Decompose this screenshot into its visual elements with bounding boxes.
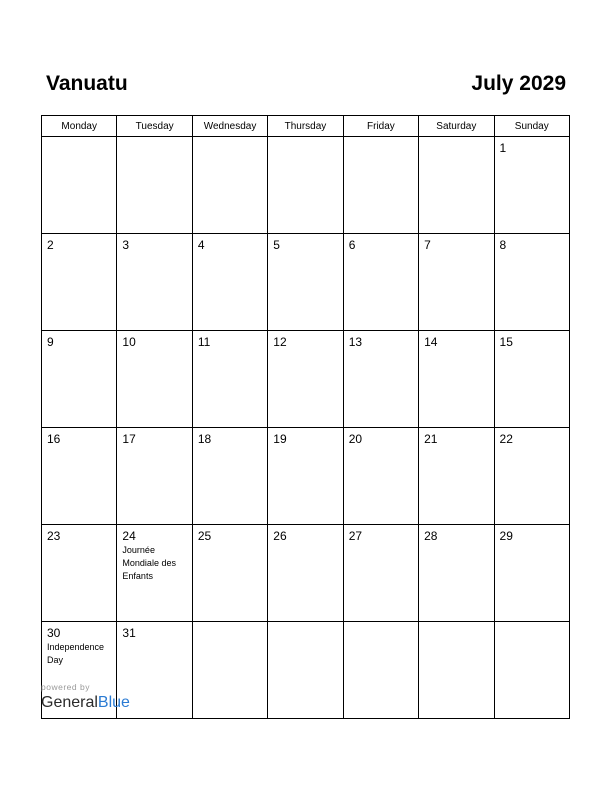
week-row: [42, 137, 570, 234]
weekday-header-row: [42, 116, 570, 137]
brand-logo-general: General: [41, 694, 98, 711]
week-row: [42, 331, 570, 428]
day-cell: [494, 137, 569, 234]
day-number: 11: [197, 335, 211, 349]
empty-day-cell: [343, 622, 418, 719]
day-cell: [343, 428, 418, 525]
day-cell: [419, 331, 494, 428]
month-title: July 2029: [471, 72, 566, 95]
brand-logo[interactable]: [41, 694, 130, 712]
day-cell: [42, 234, 117, 331]
empty-day-cell: [494, 622, 569, 719]
week-row: [42, 428, 570, 525]
day-cell: [419, 525, 494, 622]
day-cell: [268, 525, 343, 622]
day-number: 17: [122, 432, 136, 446]
day-number: 27: [348, 529, 363, 543]
day-cell: [42, 331, 117, 428]
day-number: 7: [424, 238, 431, 252]
day-cell: [192, 234, 267, 331]
day-cell: [192, 428, 267, 525]
day-number: 5: [273, 238, 280, 252]
day-cell: [42, 428, 117, 525]
day-cell: [117, 331, 192, 428]
brand-logo-blue: Blue: [97, 694, 130, 711]
weekday-tuesday: Tuesday: [117, 116, 192, 137]
day-number: 31: [122, 626, 136, 640]
day-number: 13: [348, 335, 363, 349]
day-cell: [192, 331, 267, 428]
calendar-grid: [41, 115, 570, 719]
empty-day-cell: [419, 137, 494, 234]
weekday-wednesday: Wednesday: [192, 116, 267, 137]
day-number: 30: [47, 626, 61, 640]
day-number: 15: [499, 335, 513, 349]
day-number: 20: [348, 432, 363, 446]
footer: [41, 682, 130, 712]
day-number: 21: [424, 432, 438, 446]
empty-day-cell: [192, 622, 267, 719]
day-number: 1: [499, 141, 507, 155]
day-number: 16: [47, 432, 61, 446]
empty-day-cell: [268, 622, 343, 719]
day-number: 9: [47, 335, 54, 349]
day-cell: [419, 234, 494, 331]
day-number: 3: [122, 238, 130, 252]
empty-day-cell: [117, 137, 192, 234]
day-number: 6: [348, 238, 356, 252]
country-title: Vanuatu: [46, 72, 128, 95]
day-cell: [419, 428, 494, 525]
day-number: 29: [499, 529, 513, 543]
day-cell: [192, 525, 267, 622]
day-cell: [268, 428, 343, 525]
weekday-friday: Friday: [343, 116, 418, 137]
day-cell: [343, 525, 418, 622]
weekday-monday: Monday: [42, 116, 117, 137]
day-number: 14: [424, 335, 438, 349]
empty-day-cell: [419, 622, 494, 719]
empty-day-cell: [192, 137, 267, 234]
day-cell: [117, 428, 192, 525]
empty-day-cell: [42, 137, 117, 234]
day-number: 26: [273, 529, 287, 543]
day-cell: [343, 331, 418, 428]
day-number: 2: [47, 238, 54, 252]
day-cell: [42, 525, 117, 622]
holiday-label: Independence Day: [47, 642, 105, 665]
day-number: 10: [122, 335, 136, 349]
day-number: 18: [197, 432, 212, 446]
week-row: [42, 525, 570, 622]
day-number: 19: [273, 432, 287, 446]
day-number: 8: [499, 238, 507, 252]
calendar-header: [46, 70, 566, 98]
empty-day-cell: [268, 137, 343, 234]
day-number: 28: [424, 529, 438, 543]
day-number: 12: [273, 335, 287, 349]
day-number: 4: [197, 238, 205, 252]
day-number: 25: [197, 529, 212, 543]
day-cell: [343, 234, 418, 331]
day-cell: [494, 428, 569, 525]
day-number: 23: [47, 529, 61, 543]
day-cell: [494, 234, 569, 331]
weekday-saturday: Saturday: [419, 116, 494, 137]
empty-day-cell: [343, 137, 418, 234]
week-row: [42, 234, 570, 331]
day-cell: [117, 525, 192, 622]
day-cell: [494, 525, 569, 622]
day-cell: [117, 234, 192, 331]
weekday-sunday: Sunday: [494, 116, 569, 137]
holiday-label: Journée Mondiale des Enfants: [122, 545, 176, 581]
day-number: 24: [122, 529, 136, 543]
weekday-thursday: Thursday: [268, 116, 343, 137]
day-cell: [268, 331, 343, 428]
day-number: 22: [499, 432, 513, 446]
powered-by-text: powered by: [41, 682, 90, 692]
day-cell: [268, 234, 343, 331]
day-cell: [494, 331, 569, 428]
